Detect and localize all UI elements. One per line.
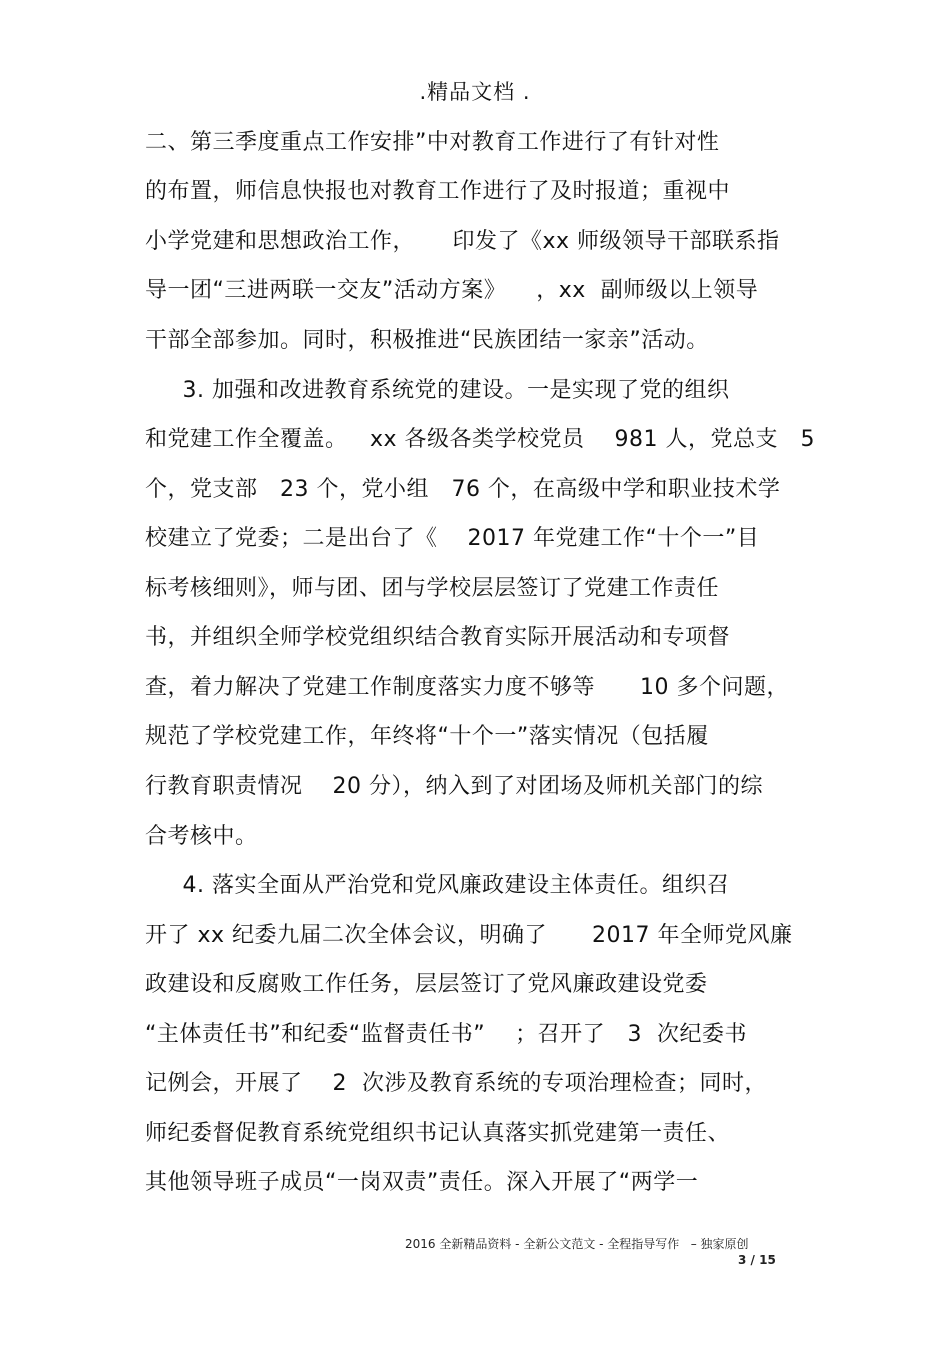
text-line: 的布置，师信息快报也对教育工作进行了及时报道；重视中 (145, 179, 731, 204)
page-number: 3 / 15 (738, 1253, 776, 1267)
text-line: 3. 加强和改进教育系统党的建设。一是实现了党的组织 (145, 378, 730, 403)
text-line: 查，着力解决了党建工作制度落实力度不够等 10 多个问题， (145, 675, 789, 700)
text-line: 4. 落实全面从严治党和党风廉政建设主体责任。组织召 (145, 873, 730, 898)
text-line: 二、第三季度重点工作安排”中对教育工作进行了有针对性 (145, 130, 720, 155)
text-line: 标考核细则》，师与团、团与学校层层签订了党建工作责任 (145, 576, 720, 601)
text-line: 个，党支部 23 个，党小组 76 个，在高级中学和职业技术学 (145, 477, 781, 502)
text-line: 行教育职责情况 20 分），纳入到了对团场及师机关部门的综 (145, 774, 763, 799)
text-line: 导一团“三进两联一交友”活动方案》 ，xx 副师级以上领导 (145, 278, 759, 303)
text-line: 和党建工作全覆盖。 xx 各级各类学校党员 981 人，党总支 5 (145, 427, 815, 452)
text-line: 其他领导班子成员“一岗双责”责任。深入开展了“两学一 (145, 1170, 699, 1195)
page-footer: 2016 全新精品资料 - 全新公文范文 - 全程指导写作 – 独家原创 (405, 1237, 749, 1251)
text-line: 开了 xx 纪委九届二次全体会议，明确了 2017 年全师党风廉 (145, 923, 793, 948)
text-line: 小学党建和思想政治工作， 印发了《xx 师级领导干部联系指 (145, 229, 780, 254)
text-line: 师纪委督促教育系统党组织书记认真落实抓党建第一责任、 (145, 1121, 731, 1146)
text-line: 政建设和反腐败工作任务，层层签订了党风廉政建设党委 (145, 972, 708, 997)
page-header: .精品文档 . (419, 80, 531, 104)
text-line: 规范了学校党建工作，年终将“十个一”落实情况（包括履 (145, 724, 709, 749)
text-line: “主体责任书”和纪委“监督责任书” ；召开了 3 次纪委书 (145, 1022, 748, 1047)
text-line: 记例会，开展了 2 次涉及教育系统的专项治理检查；同时， (145, 1071, 767, 1096)
text-line: 合考核中。 (145, 824, 258, 849)
text-line: 干部全部参加。同时，积极推进“民族团结一家亲”活动。 (145, 328, 709, 353)
text-line: 校建立了党委；二是出台了《 2017 年党建工作“十个一”目 (145, 526, 760, 551)
text-line: 书，并组织全师学校党组织结合教育实际开展活动和专项督 (145, 625, 731, 650)
